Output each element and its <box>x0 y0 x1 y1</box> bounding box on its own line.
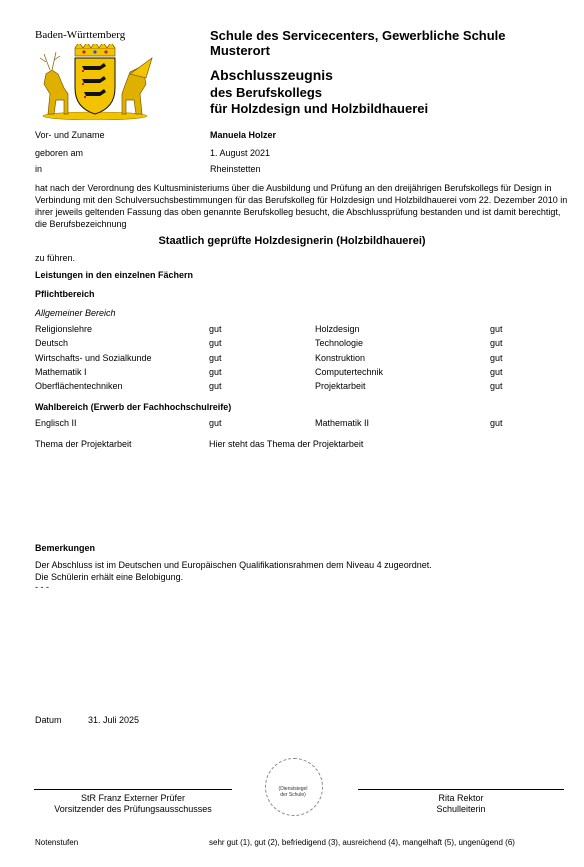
birthdate-value: 1. August 2021 <box>210 148 271 158</box>
certificate-subtitle-1: des Berufskollegs <box>210 85 322 100</box>
examiner-name: StR Franz Externer Prüfer <box>80 793 186 803</box>
subject-grade: gut <box>209 367 222 377</box>
subject-grade: gut <box>490 324 503 334</box>
allgemein-heading: Allgemeiner Bereich <box>35 308 116 318</box>
seal-text: (Dienstsiegel der Schule) <box>278 786 308 798</box>
subject-name: Englisch II <box>35 418 77 428</box>
subject-name: Technologie <box>315 338 364 348</box>
project-topic-label: Thema der Projektarbeit <box>35 439 132 449</box>
date-label: Datum <box>35 715 62 725</box>
subject-grade: gut <box>209 418 222 428</box>
school-name-line2: Musterort <box>210 43 270 58</box>
subject-name: Deutsch <box>35 338 69 348</box>
degree-title: Staatlich geprüfte Holzdesignerin (Holzbildhauerei) <box>158 235 426 247</box>
subject-grade: gut <box>209 338 222 348</box>
state-name: Baden-Württemberg <box>35 29 126 41</box>
subject-grade: gut <box>209 353 222 363</box>
subject-name: Wirtschafts- und Sozialkunde <box>35 353 152 363</box>
certificate-title: Abschlusszeugnis <box>210 67 333 83</box>
signature-line-right <box>358 789 564 790</box>
subject-grade: gut <box>490 353 503 363</box>
name-value: Manuela Holzer <box>210 130 277 140</box>
subject-name: Konstruktion <box>315 353 366 363</box>
subject-name: Computertechnik <box>315 367 384 377</box>
subject-name: Projektarbeit <box>315 381 366 391</box>
birthplace-value: Rheinstetten <box>210 164 261 174</box>
birthplace-label: in <box>35 164 43 174</box>
subject-grade: gut <box>209 324 222 334</box>
legal-paragraph: hat nach der Verordnung des Kultusministeriums über die Ausbildung und Prüfung an den dreijährigen Berufskollegs für Design in Verbindung mit den Schulversuchsbestimmungen für das Berufskolleg für Holzdesign und Holzbildhauerei vom 22. Dezember 2010 in ihrer jeweils geltenden Fassung das oben genannte Berufskolleg besucht, die Abschlussprüfung bestanden und ist damit berechtigt, die Berufsbezeichnung <box>35 183 568 229</box>
birthdate-label: geboren am <box>35 148 84 158</box>
coat-of-arms-icon <box>34 44 156 120</box>
date-value: 31. Juli 2025 <box>88 715 140 725</box>
wahlbereich-heading: Wahlbereich (Erwerb der Fachhochschulreife) <box>35 402 232 412</box>
subject-name: Religionslehre <box>35 324 93 334</box>
remark-line: Der Abschluss ist im Deutschen und Europäischen Qualifikationsrahmen dem Niveau 4 zugeordnet. <box>35 560 432 570</box>
subject-name: Mathematik I <box>35 367 87 377</box>
subject-grade: gut <box>490 367 503 377</box>
principal-name: Rita Rektor <box>438 793 484 803</box>
remarks-heading: Bemerkungen <box>35 543 96 553</box>
grades-heading: Leistungen in den einzelnen Fächern <box>35 270 194 280</box>
name-label: Vor- und Zuname <box>35 130 105 140</box>
subject-grade: gut <box>490 418 503 428</box>
examiner-role: Vorsitzender des Prüfungsausschusses <box>54 804 212 814</box>
zu-fuehren-text: zu führen. <box>35 253 76 263</box>
subject-grade: gut <box>490 338 503 348</box>
grade-scale-label: Notenstufen <box>35 838 79 847</box>
remark-line: - - - <box>35 582 49 592</box>
grade-scale: sehr gut (1), gut (2), befriedigend (3), ausreichend (4), mangelhaft (5), ungenügend (6) <box>209 838 515 847</box>
signature-line-left <box>34 789 232 790</box>
principal-role: Schulleiterin <box>436 804 486 814</box>
subject-name: Holzdesign <box>315 324 360 334</box>
school-name-line1: Schule des Servicecenters, Gewerbliche Schule <box>210 28 506 43</box>
subject-name: Oberflächentechniken <box>35 381 123 391</box>
certificate-subtitle-2: für Holzdesign und Holzbildhauerei <box>210 101 429 116</box>
subject-grade: gut <box>209 381 222 391</box>
subject-name: Mathematik II <box>315 418 370 428</box>
pflichtbereich-heading: Pflichtbereich <box>35 289 95 299</box>
remark-line: Die Schülerin erhält eine Belobigung. <box>35 572 184 582</box>
project-topic-value: Hier steht das Thema der Projektarbeit <box>209 439 364 449</box>
subject-grade: gut <box>490 381 503 391</box>
